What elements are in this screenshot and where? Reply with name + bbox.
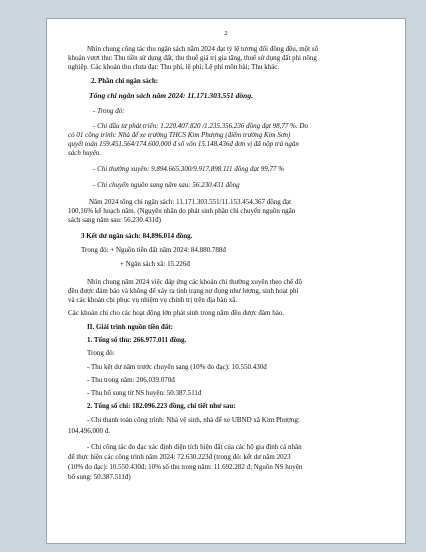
text-line: - Thu bổ sung từ NS huyện: 50.387.511đ [87, 389, 202, 397]
text-line: và các khoản chi phục vụ nhiệm vụ chính trị trên địa bàn xã. [68, 296, 238, 304]
text-line: đều được đảm bảo và không để xảy ra tình trạng nợ đọng như lương, sinh hoạt phí [68, 287, 299, 295]
text-line: + Ngân sách xã: 15.226đ [120, 260, 190, 268]
text-line: sách huyện. [68, 149, 102, 157]
section-heading: 2. Phần chi ngân sách: [91, 77, 159, 85]
text-line: - Thu kết dư năm trước chuyển sang (10% đo đạc): 10.550.430đ [87, 363, 267, 371]
text-line: Các khoản chi cho các hoạt động lớn phát sinh trong năm đều được đảm bảo. [68, 309, 285, 317]
text-line: có 01 công trình: Nhà để xe trường THCS Kim Phượng (điểm trường Kim Sơn) [68, 131, 291, 139]
subsection-heading: 1. Tổng số thu: 266.977.011 đồng. [87, 336, 187, 344]
text-line: - Chi đầu tư phát triển: 1.220.407.820 /1.235.356.236 đồng đạt 98,77 %. Do [93, 122, 308, 130]
text-line: khoản vượt thu: Thu tiền sử dụng đất, thu thuế giá trị gia tăng, thuế sử dụng đất phi nông [68, 54, 317, 62]
text-line: - Chi chuyển nguồn sang năm sau: 56.230.431 đồng [93, 181, 240, 189]
text-line: quyết toán 159.451.564/174.600.000 đ số vốn 15.148.436đ đơn vị đã nộp trả ngân [68, 140, 299, 148]
text-line: Nhìn chung năm 2024 việc đáp ứng các khoản chi thường xuyên theo chế độ [87, 278, 303, 286]
text-line: sách sang năm sau: 56.230.431đ) [68, 216, 161, 224]
text-line: nghiệp. Các khoản thu chưa đạt: Thu phí, lệ phí; Lệ phí môn bài; Thu khác. [68, 63, 280, 71]
text-line: Nhìn chung công tác thu ngân sách năm 2024 đạt tỷ lệ tương đối đồng đều, một số [87, 45, 319, 53]
text-line: bổ sung: 50.387.511đ) [68, 473, 131, 481]
section-heading: II. Giải trình nguồn tiền đất: [87, 323, 173, 331]
page-number: 2 [224, 31, 228, 37]
section-heading: 3 Kết dư ngân sách: 84.896.014 đồng. [81, 232, 193, 240]
text-line: 104.496.000 đ. [68, 427, 110, 435]
text-line: 100,16% kế hoạch năm. (Nguyên nhân do phát sinh phần chi chuyển nguồn ngân [68, 207, 296, 215]
total-expenditure: Tổng chi ngân sách năm 2024: 11.171.303.551 đồng. [89, 91, 253, 100]
document-page [46, 18, 406, 544]
text-line: - Chi thanh toán công trình: Nhà vệ sinh, nhà để xe UBND xã Kim Phượng: [87, 416, 300, 424]
text-line: Trong đó: [87, 349, 115, 357]
text-line: - Chi công tác đo đạc xác định diện tích hiện đất của các hộ gia đình cá nhân [87, 443, 302, 451]
text-line: Trong đó: + Nguồn tiền đất năm 2024: 84.880.788đ [81, 246, 226, 254]
text-line: - Chi thường xuyên: 9.894.665.300/9.917.898.111 đồng đạt 99,77 % [93, 165, 285, 173]
subsection-heading: 2. Tổng số chi: 182.096.223 đồng, chi tiết như sau: [87, 402, 236, 410]
text-line: - Trong đó: [93, 107, 125, 115]
text-line: (10% đo đạc): 10.550.430đ; 10% số thu trong năm: 11.692.282 đ; Nguồn NS huyện [68, 463, 303, 471]
text-line: để thực hiện các công trình năm 2024: 72.630.223đ (trong đó: kết dư năm 2023 [68, 453, 291, 461]
text-line: - Thu trong năm: 206.039.070đ [87, 376, 175, 384]
text-line: Năm 2024 tổng chi ngân sách: 11.171.303.551/11.153.454.367 đồng đạt [89, 198, 292, 206]
